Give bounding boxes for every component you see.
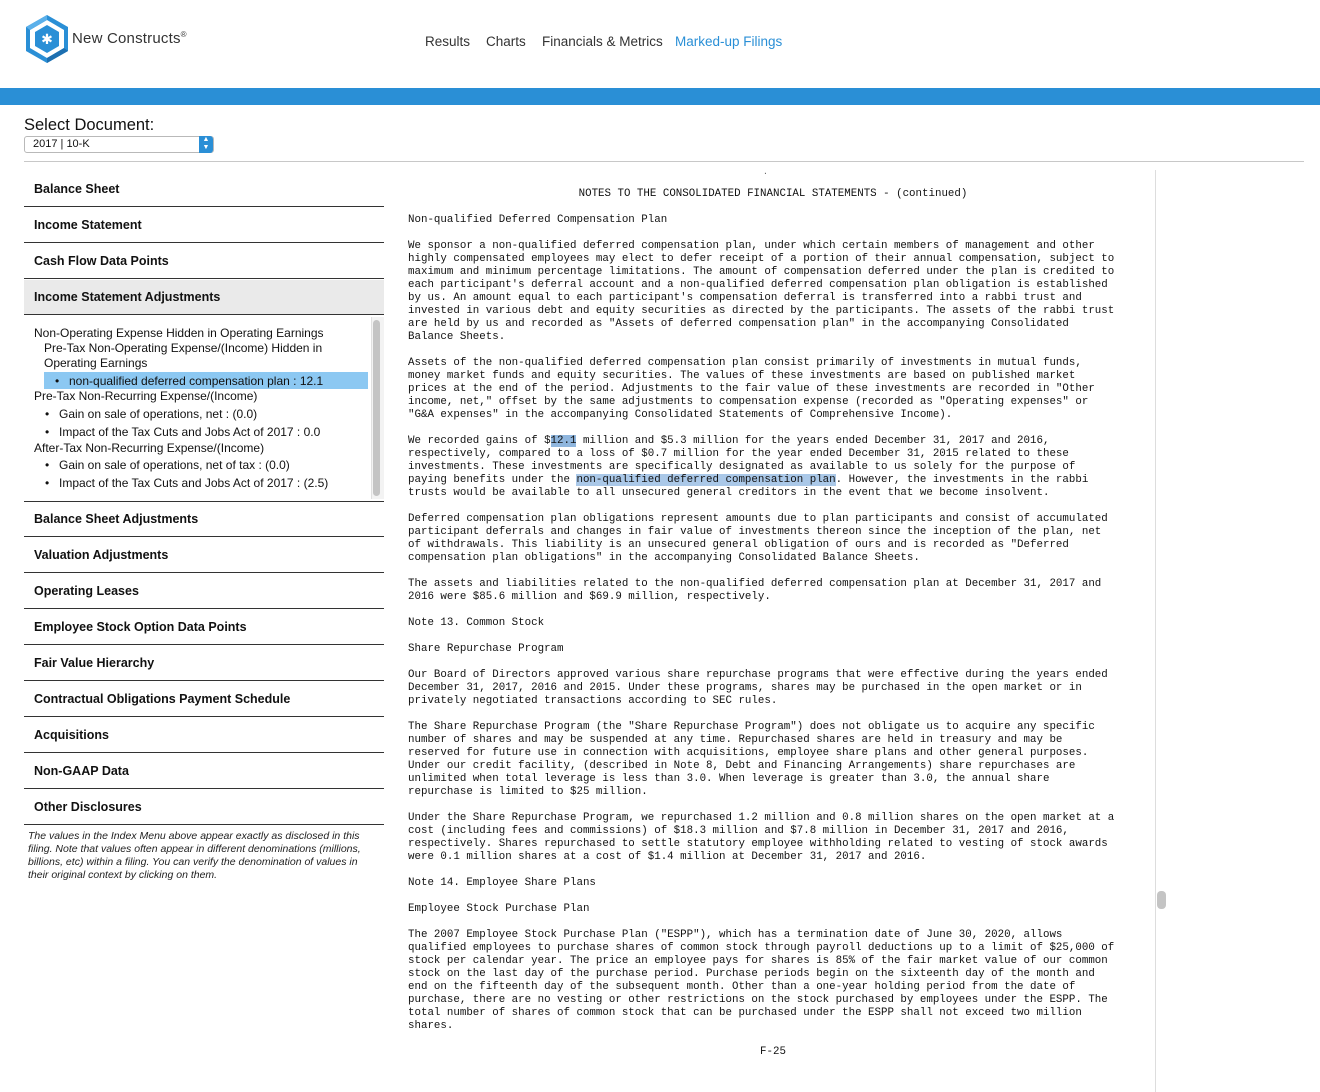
submenu-item-tax-cuts-aftertax[interactable]: • Impact of the Tax Cuts and Jobs Act of 2017 : (2.5) (59, 476, 328, 491)
doc-paragraph: We sponsor a non-qualified deferred compensation plan, under which certain members of management and other highly compensated employees may elect to defer receipt of a portion of their annual compensation, subject to maximum and minimum percentage limitations. The amount of compensation deferred under the plan is credited to each participant's deferral account and a non-qualified deferred compensation plan obligation is established by us. An amount equal to each participant's compensation deferral is transferred into a rabbi trust and invested in various debt and equity securities as directed by the participants. The assets of the rabbi trust are held by us and recorded as "Assets of deferred compensation plan" in the accompanying Consolidated Balance Sheets. (408, 240, 1115, 343)
doc-paragraph: Assets of the non-qualified deferred compensation plan consist primarily of investments in mutual funds, money market funds and equity securities. The values of these investments are based on published market prices at the end of the period. Adjustments to the fair value of these investments are recorded in "Other income, net," offset by the same adjustments to compensation expense (recorded as "Operating expenses" or "G&A expenses" in the accompanying Consolidated Statements of Comprehensive Income). (408, 357, 1095, 421)
submenu-subheading-pretax-non-operating[interactable]: Pre-Tax Non-Operating Expense/(Income) Hidden in (44, 341, 323, 355)
doc-paragraph: Deferred compensation plan obligations represent amounts due to plan participants and consist of accumulated participant deferrals and changes in fair value of investments thereon since the inception of the plan, net of withdrawals. This liability is an unsecured general obligation of ours and is recorded as "Deferred compensation plan obligations" in the accompanying Consolidated Balance Sheets. (408, 513, 1108, 564)
menu-valuation-adjustments[interactable]: Valuation Adjustments (24, 538, 384, 573)
nav-charts[interactable]: Charts (486, 34, 526, 49)
doc-heading-deferred-comp: Non-qualified Deferred Compensation Plan (408, 214, 668, 226)
doc-paragraph: Under the Share Repurchase Program, we repurchased 1.2 million and 0.8 million shares on the open market at a cost (including fees and commissions) of $18.3 million and $7.8 million in December 31, 2017 and 2016, respectively. Shares repurchased to settle statutory employee withholding related to vesting of stock awards were 0.1 million shares at a cost of $1.4 million at December 31, 2017 and 2016. (408, 812, 1115, 863)
menu-employee-stock-option[interactable]: Employee Stock Option Data Points (24, 610, 384, 645)
menu-contractual-obligations[interactable]: Contractual Obligations Payment Schedule (24, 682, 384, 717)
doc-paragraph-highlighted: We recorded gains of $12.1 million and $5.3 million for the years ended December 31, 2017 and 2016, respectively, compared to a loss of $0.7 million for the year ended December 31, 2015 related to these investments. These investments are specifically designated as available to us solely for the purpose of paying benefits under the non-qualified deferred compensation plan. However, the investments in the rabbi trusts would be available to all unsecured general creditors in the event that we become insolvent. (408, 435, 1089, 499)
document-scrollbar-track[interactable] (1155, 170, 1156, 1092)
doc-heading-note-13: Note 13. Common Stock (408, 617, 545, 629)
income-statement-adjustments-submenu (24, 317, 384, 502)
select-document-label: Select Document: (24, 116, 155, 134)
svg-text:✱: ✱ (41, 32, 53, 48)
nav-marked-up-filings[interactable]: Marked-up Filings (675, 34, 783, 49)
doc-heading-espp: Employee Stock Purchase Plan (408, 903, 590, 915)
nav-financials-metrics[interactable]: Financials & Metrics (542, 34, 663, 49)
new-constructs-logo-icon[interactable] (24, 14, 70, 64)
submenu-heading-pretax-nonrecurring[interactable]: Pre-Tax Non-Recurring Expense/(Income) (34, 389, 258, 403)
submenu-subheading-pretax-non-operating-cont: Operating Earnings (44, 356, 148, 370)
menu-balance-sheet-adjustments[interactable]: Balance Sheet Adjustments (24, 502, 384, 537)
menu-operating-leases[interactable]: Operating Leases (24, 574, 384, 609)
nav-results[interactable]: Results (425, 34, 471, 49)
highlight-value[interactable]: 12.1 (550, 435, 577, 447)
doc-paragraph: The 2007 Employee Stock Purchase Plan ("ESPP"), which has a termination date of June 30, 2020, allows qualified employees to purchase shares of common stock through payroll deductions up to a limit of $25,000 of stock per calendar year. The price an employee pays for shares is 85% of the fair market value of our common stock on the last day of the purchase period. Purchase periods begin on the sixteenth day of the month and end on the fifteenth day of the subsequent month. Other than a one-year holding period from the date of purchase, there are no vesting or other restrictions on the stock purchased by employees under the ESPP. The total number of shares of common stock that can be purchased under the ESPP shall not exceed two million shares. (408, 929, 1115, 1032)
submenu-scrollbar-thumb[interactable] (373, 320, 380, 496)
submenu-heading-non-operating[interactable]: Non-Operating Expense Hidden in Operating Earnings (34, 326, 324, 340)
brand-name[interactable]: New Constructs® (72, 30, 187, 47)
document-select-value: 2017 | 10-K (33, 138, 90, 150)
doc-heading-note-14: Note 14. Employee Share Plans (408, 877, 596, 889)
doc-paragraph: Our Board of Directors approved various share repurchase programs that were effective during the years ended December 31, 2017, 2016 and 2015. Under these programs, shares may be purchased in the open market or in privately negotiated transactions according to SEC rules. (408, 669, 1108, 707)
submenu-item-gain-on-sale-net-tax[interactable]: • Gain on sale of operations, net of tax : (0.0) (59, 458, 290, 473)
header-band (0, 88, 1320, 105)
document-select[interactable] (24, 136, 214, 153)
menu-non-gaap-data[interactable]: Non-GAAP Data (24, 754, 384, 789)
doc-page-number: F-25 (760, 1046, 786, 1058)
document-scrollbar-thumb[interactable] (1157, 891, 1166, 909)
page-break-mark: . (763, 168, 768, 177)
top-header (0, 0, 1320, 88)
menu-income-statement[interactable]: Income Statement (24, 208, 384, 243)
menu-income-statement-adjustments[interactable]: Income Statement Adjustments (24, 280, 384, 315)
doc-heading-share-repurchase: Share Repurchase Program (408, 643, 564, 655)
filing-document (386, 170, 1156, 1092)
submenu-item-gain-on-sale[interactable]: • Gain on sale of operations, net : (0.0) (59, 407, 257, 422)
highlight-phrase[interactable]: non-qualified deferred compensation plan (576, 474, 836, 486)
menu-balance-sheet[interactable]: Balance Sheet (24, 172, 384, 207)
doc-paragraph: The assets and liabilities related to the non-qualified deferred compensation plan at December 31, 2017 and 2016 were $85.6 million and $69.9 million, respectively. (408, 578, 1102, 603)
menu-cash-flow-data-points[interactable]: Cash Flow Data Points (24, 244, 384, 279)
doc-paragraph: The Share Repurchase Program (the "Share Repurchase Program") does not obligate us to acquire any specific number of shares and may be suspended at any time. Repurchased shares are held in treasury and may be reserved for future use in connection with acquisitions, employee share plans and other general purposes. Under our credit facility, (described in Note 8, Debt and Financing Arrangements) share repurchases are unlimited when total leverage is less than 3.0. When leverage is greater than 3.0, the annual share repurchase is limited to $25 million. (408, 721, 1095, 798)
menu-acquisitions[interactable]: Acquisitions (24, 718, 384, 753)
submenu-item-tax-cuts[interactable]: • Impact of the Tax Cuts and Jobs Act of 2017 : 0.0 (59, 425, 320, 440)
doc-title: NOTES TO THE CONSOLIDATED FINANCIAL STATEMENTS - (continued) (578, 188, 968, 200)
submenu-heading-aftertax-nonrecurring[interactable]: After-Tax Non-Recurring Expense/(Income) (34, 441, 265, 455)
submenu-item-deferred-comp[interactable]: • non-qualified deferred compensation plan : 12.1 (69, 374, 323, 389)
menu-other-disclosures[interactable]: Other Disclosures (24, 790, 384, 825)
menu-fair-value-hierarchy[interactable]: Fair Value Hierarchy (24, 646, 384, 681)
select-arrows-icon: ▲ ▼ (199, 136, 213, 153)
index-menu-note: The values in the Index Menu above appear exactly as disclosed in this filing. Note that values often appear in different denominations (millions, billions, etc) within a filing. You can verify the denomination of values in their original context by clicking on them. (28, 830, 361, 881)
divider (24, 161, 1304, 162)
